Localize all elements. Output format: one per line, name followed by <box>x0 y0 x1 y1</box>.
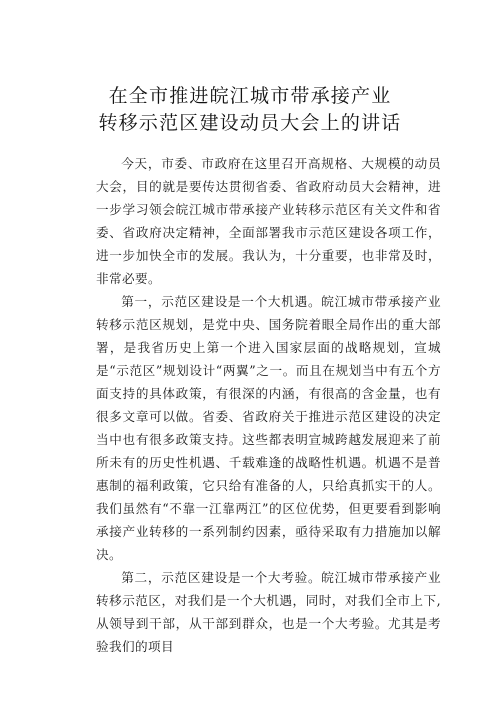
paragraph-second-point: 第二，示范区建设是一个大考验。皖江城市带承接产业转移示范区，对我们是一个大机遇，同时，对我们全市上下,从领导到干部，从干部到群众，也是一个大考验。尤其是考验我们的项目 <box>96 570 441 654</box>
paragraph-opening: 今天，市委、市政府在这里召开高规格、大规模的动员大会，目的就是要传达贯彻省委、省政府动员大会精神，进一步学习领会皖江城市带承接产业转移示范区有关文件和省委、省政府决定精神，全面部署我市示范区建设各项工作，进一步加快全市的发展。我认为，十分重要，也非常及时，非常必要。 <box>96 156 441 286</box>
title-line-2: 转移示范区建设动员大会上的讲话 <box>98 112 402 134</box>
paragraph-first-point: 第一，示范区建设是一个大机遇。皖江城市带承接产业转移示范区规划，是党中央、国务院着眼全局作出的重大部署，是我省历史上第一个进入国家层面的战略规划，宣城是“示范区”规划设计“两翼”之一。而且在规划当中有五个方面支持的具体政策，有很深的内涵，有很高的含金量，也有很多文章可以做。省委、省政府关于推进示范区建设的决定当中也有很多政策支持。这些都表明宣城跨越发展迎来了前所未有的历史性机遇、千载难逢的战略性机遇。机遇不是普惠制的福利政策，它只给有准备的人，只给真抓实干的人。我们虽然有“不靠一江靠两江”的区位优势，但更要看到影响承接产业转移的一系列制约因素，亟待采取有力措施加以解决。 <box>96 294 441 562</box>
speech-body <box>96 152 441 658</box>
title-line-1: 在全市推进皖江城市带承接产业 <box>108 85 392 107</box>
speech-title <box>0 83 500 137</box>
